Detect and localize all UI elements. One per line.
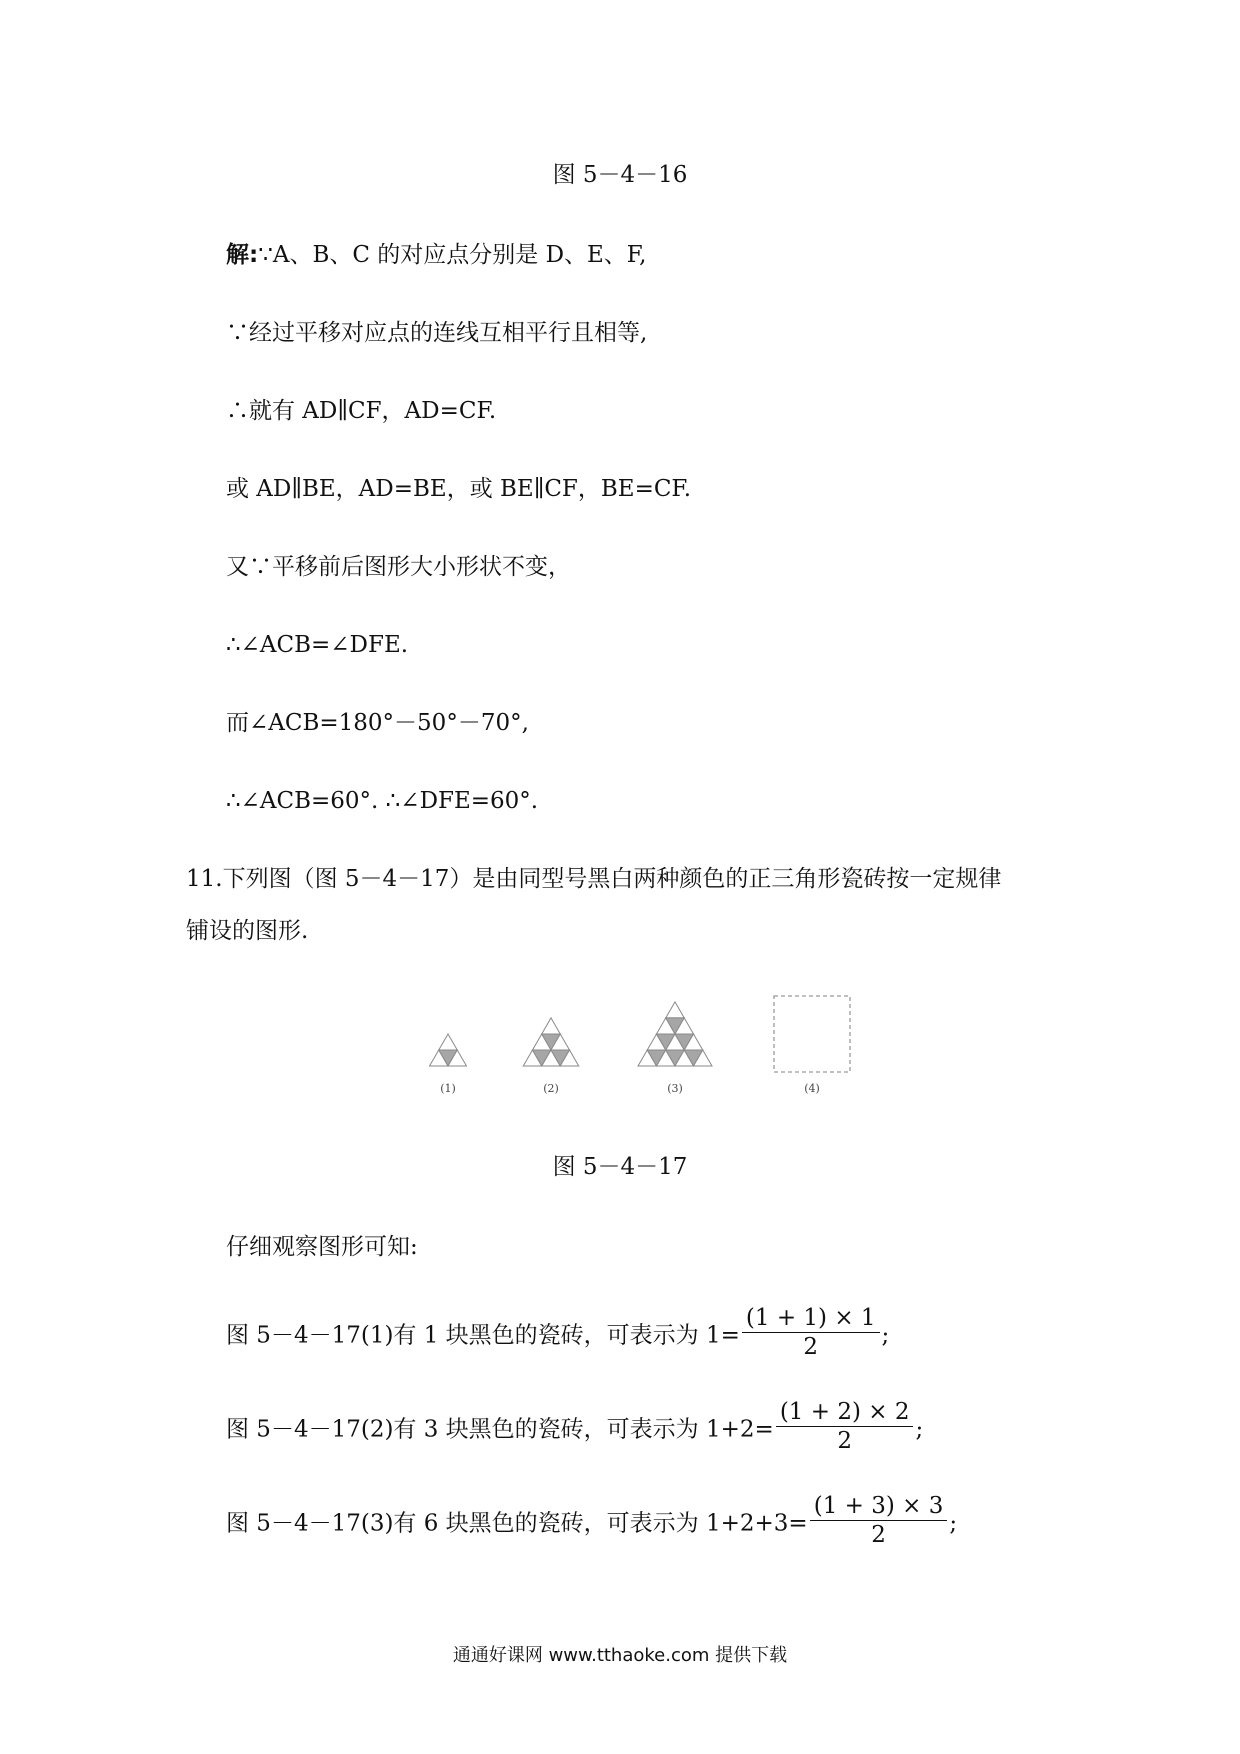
empty-figure-box [774, 996, 850, 1072]
figure-label-2: (2) [543, 1082, 559, 1095]
solution-line-1 [226, 240, 647, 270]
item-text-3: 图 5－4－17(3)有 6 块黑色的瓷砖，可表示为 1+2+3= [226, 1510, 808, 1537]
solution-line-6: ∴∠ACB=∠DFE. [226, 632, 409, 658]
fraction-numerator-3: (1 + 3) × 3 [810, 1492, 948, 1521]
fraction-denominator-1: 2 [803, 1334, 819, 1360]
fraction-3 [810, 1492, 948, 1549]
white-tile [666, 1002, 685, 1018]
tile-pattern-figure [420, 992, 880, 1102]
item-text-2: 图 5－4－17(2)有 3 块黑色的瓷砖，可表示为 1+2= [226, 1416, 774, 1443]
fraction-2 [776, 1398, 914, 1455]
item-end-1: ; [881, 1322, 890, 1349]
observe-line: 仔细观察图形可知: [226, 1234, 418, 1260]
white-tile [439, 1034, 458, 1050]
solution-line-8: ∴∠ACB=60°. ∴∠DFE=60°. [226, 788, 539, 814]
item-line-2 [226, 1399, 924, 1459]
item-text-1: 图 5－4－17(1)有 1 块黑色的瓷砖，可表示为 1= [226, 1322, 740, 1349]
solution-line-7: 而∠ACB=180°－50°－70°, [226, 710, 529, 736]
footer-credit: 通通好课网 www.tthaoke.com 提供下载 [452, 1645, 788, 1666]
item-line-1 [226, 1305, 890, 1365]
fraction-denominator-2: 2 [837, 1428, 852, 1454]
figure-label-3: (3) [667, 1082, 683, 1095]
fraction-numerator-2: (1 + 2) × 2 [776, 1398, 914, 1427]
fraction-1 [742, 1304, 880, 1361]
item-end-2: ; [915, 1416, 924, 1443]
tile-triangles [430, 1002, 713, 1066]
fraction-numerator-1: (1 + 1) × 1 [742, 1304, 880, 1333]
question-11-line-2: 铺设的图形. [186, 918, 309, 944]
solution-line-4: 或 AD∥BE，AD=BE，或 BE∥CF，BE=CF. [226, 476, 692, 502]
solution-line-5: 又∵平移前后图形大小形状不变， [226, 554, 571, 580]
figure-label-1: (1) [440, 1082, 456, 1095]
figure-label-4: (4) [804, 1082, 820, 1095]
solution-label: 解: [226, 242, 259, 268]
solution-line-3: ∴就有 AD∥CF，AD=CF. [226, 398, 497, 424]
item-end-3: ; [949, 1510, 958, 1537]
question-11-line-1: 11.下列图（图 5－4－17）是由同型号黑白两种颜色的正三角形瓷砖按一定规律 [186, 866, 1002, 892]
figure-caption-17: 图 5－4－17 [552, 1154, 688, 1180]
solution-text-1: ∵A、B、C 的对应点分别是 D、E、F, [258, 242, 647, 268]
white-tile [542, 1018, 561, 1034]
figure-caption-16: 图 5－4－16 [552, 162, 688, 188]
solution-line-2: ∵经过平移对应点的连线互相平行且相等, [226, 320, 648, 346]
fraction-denominator-3: 2 [871, 1522, 886, 1548]
item-line-3 [226, 1493, 958, 1553]
